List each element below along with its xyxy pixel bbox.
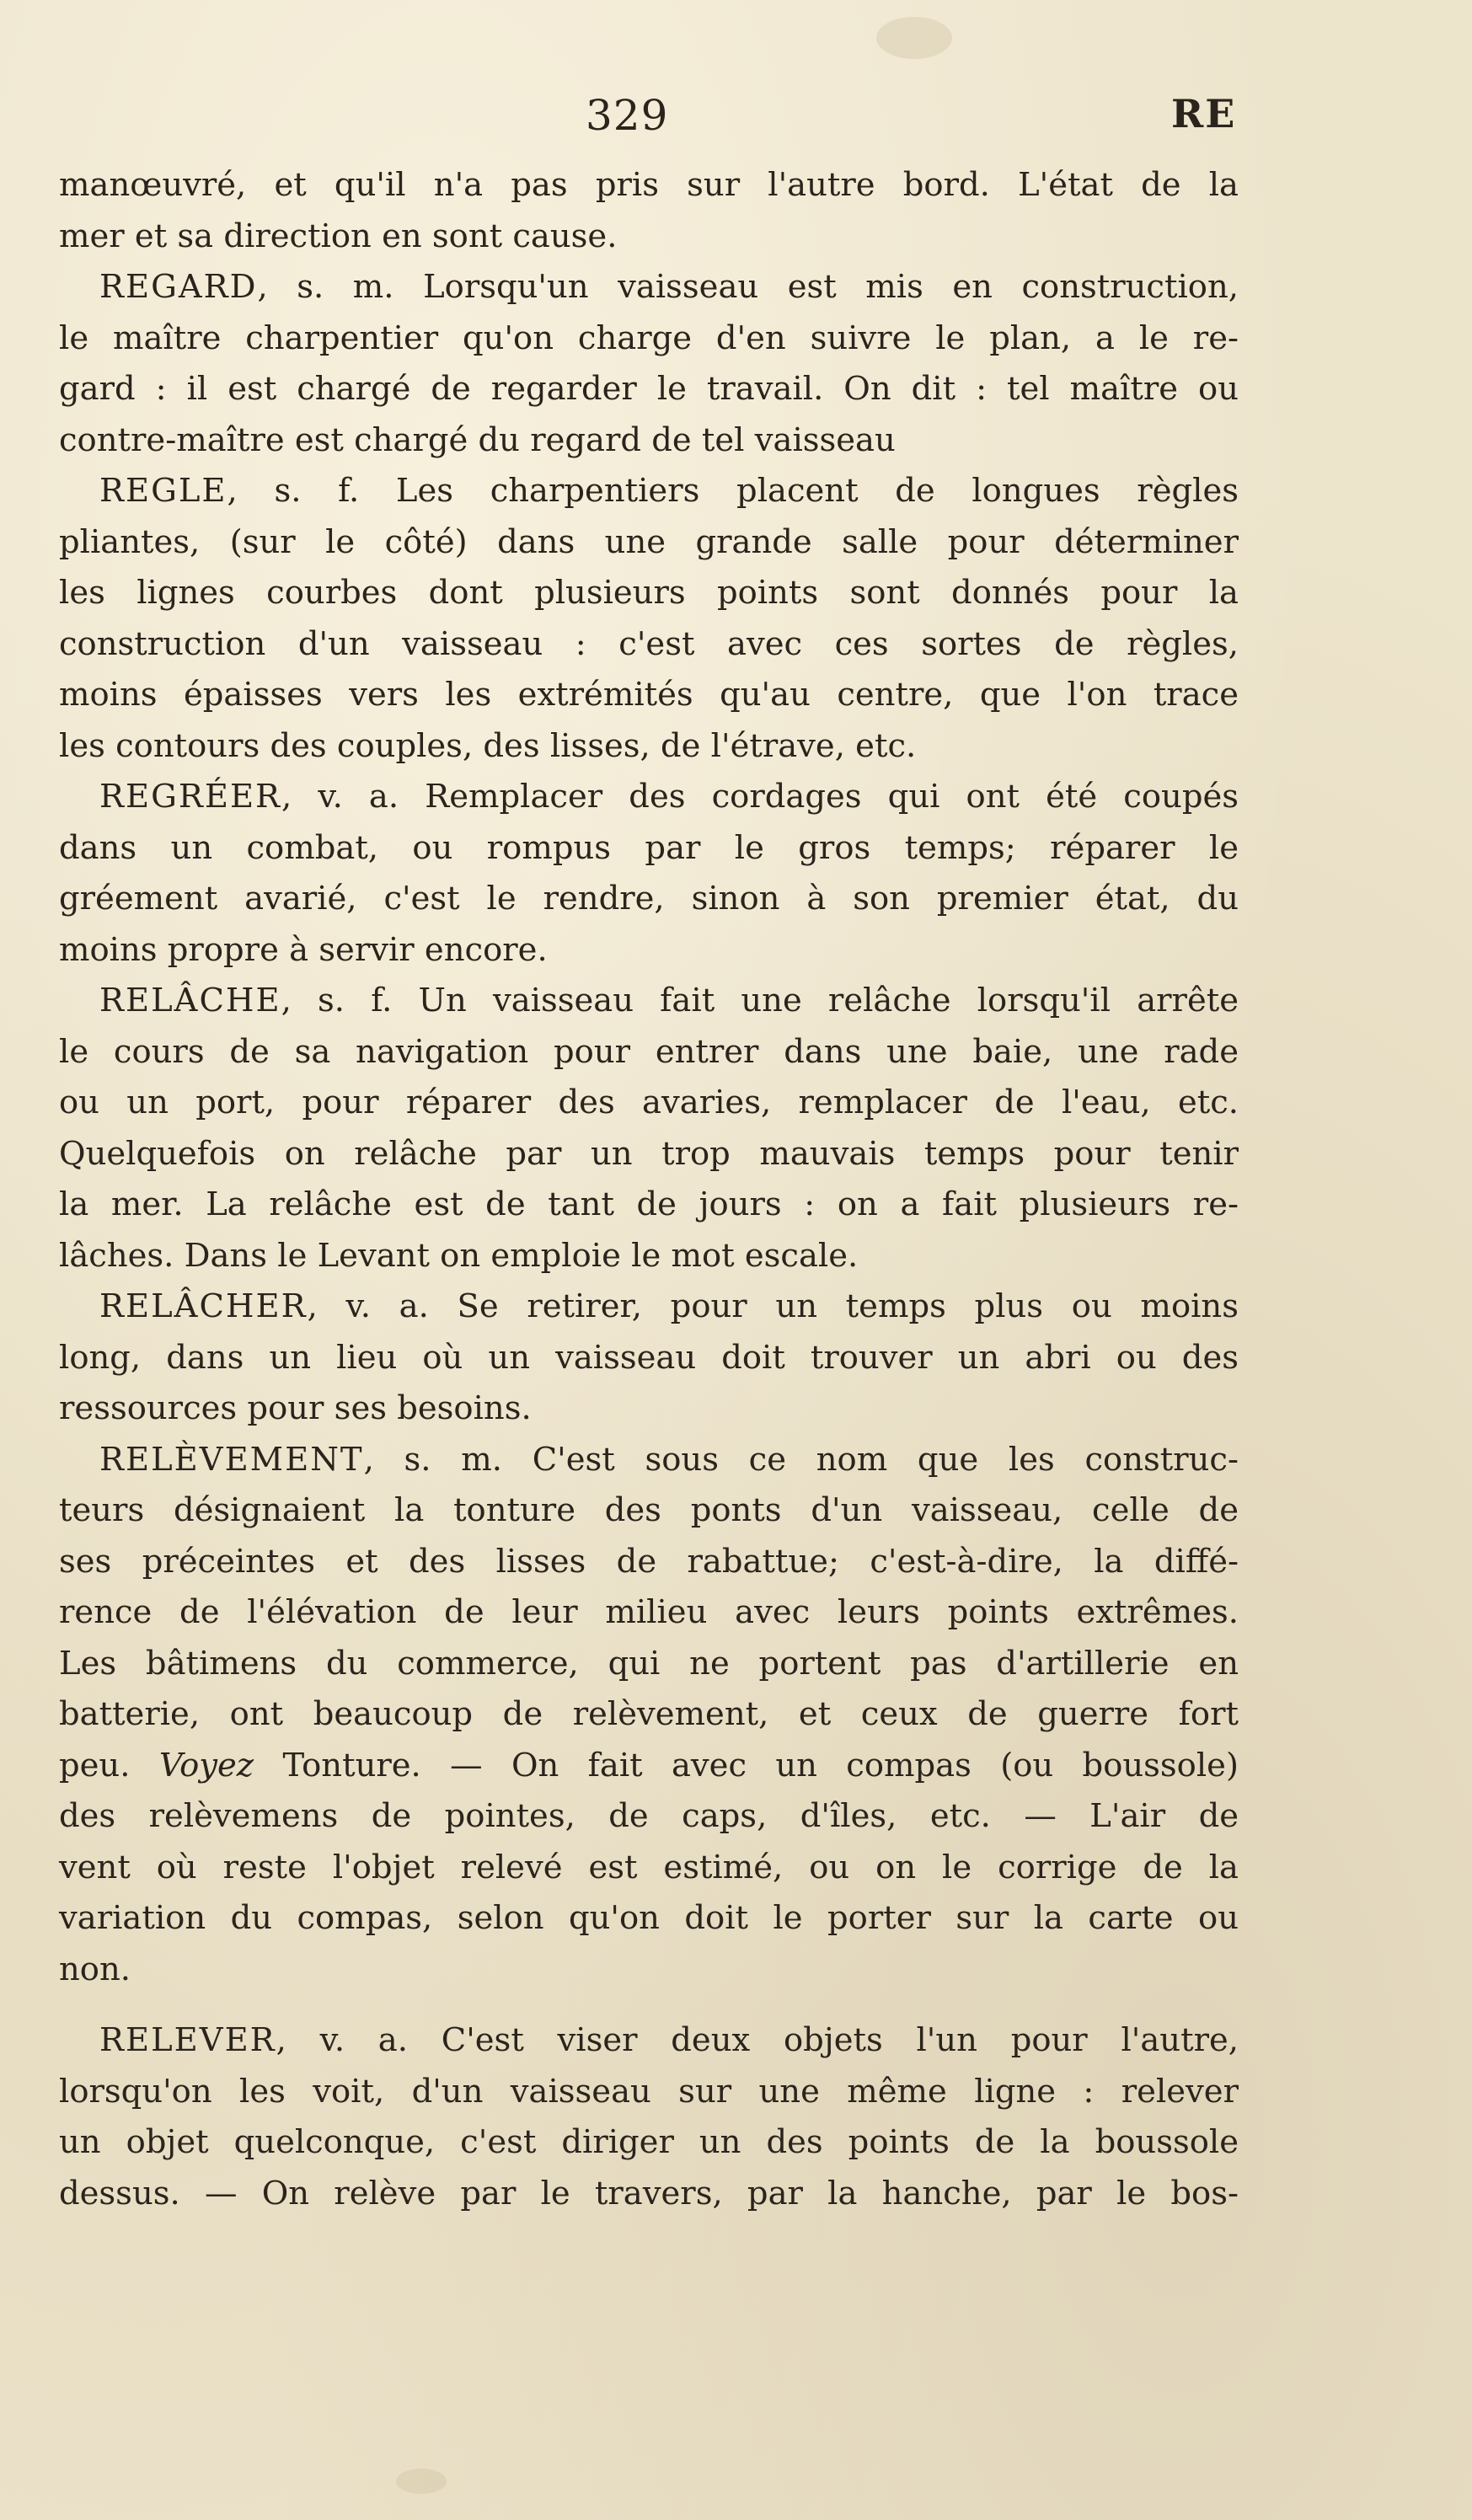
entry-headword-line bbox=[59, 976, 1239, 1027]
entry-headword: RELÂCHER bbox=[99, 1287, 308, 1325]
text-line bbox=[59, 874, 1239, 925]
text-line bbox=[59, 1791, 1239, 1843]
text-line bbox=[59, 1587, 1239, 1639]
text-line bbox=[59, 160, 1239, 211]
text-line bbox=[59, 1231, 1239, 1282]
line-text: contre-maître est chargé du regard de tel vaisseau bbox=[59, 420, 896, 459]
line-text: Les bâtimens du commerce, qui ne portent pas d'artillerie en bbox=[59, 1644, 1239, 1683]
text-line bbox=[59, 1129, 1239, 1180]
line-text: des relèvemens de pointes, de caps, d'îles, etc. — L'air de bbox=[59, 1797, 1239, 1835]
entry-headword-line bbox=[59, 1281, 1239, 1333]
line-text: , s. f. Les charpentiers placent de longues règles bbox=[227, 472, 1239, 510]
text-line bbox=[59, 364, 1239, 415]
running-head: RE bbox=[1171, 91, 1237, 136]
line-text: le cours de sa navigation pour entrer dans une baie, une rade bbox=[59, 1032, 1239, 1071]
entry-headword-line bbox=[59, 2015, 1239, 2067]
text-line bbox=[59, 619, 1239, 671]
line-text: long, dans un lieu où un vaisseau doit trouver un abri ou des bbox=[59, 1338, 1239, 1377]
line-text: ressources pour ses besoins. bbox=[59, 1389, 532, 1427]
text-line bbox=[59, 1741, 1239, 1792]
text-line bbox=[59, 211, 1239, 263]
text-line bbox=[59, 568, 1239, 619]
text-line bbox=[59, 1639, 1239, 1690]
line-text: manœuvré, et qu'il n'a pas pris sur l'autre bord. L'état de la bbox=[59, 166, 1239, 204]
line-text: pliantes, (sur le côté) dans une grande salle pour déterminer bbox=[59, 522, 1239, 561]
text-line bbox=[59, 1537, 1239, 1588]
line-text: , s. m. C'est sous ce nom que les construc- bbox=[363, 1440, 1239, 1479]
line-text: peu. bbox=[59, 1746, 131, 1784]
line-text: la mer. La relâche est de tant de jours : on a fait plusieurs re- bbox=[59, 1185, 1239, 1223]
entry-headword-line bbox=[59, 262, 1239, 313]
entry-headword-line bbox=[59, 466, 1239, 517]
line-text: construction d'un vaisseau : c'est avec ces sortes de règles, bbox=[59, 624, 1239, 663]
text-line bbox=[59, 1078, 1239, 1129]
line-text: non. bbox=[59, 1950, 131, 1988]
line-text-continued: Tonture. — On fait avec un compas (ou boussole) bbox=[282, 1746, 1239, 1784]
line-text: ou un port, pour réparer des avaries, remplacer de l'eau, etc. bbox=[59, 1083, 1239, 1121]
text-line bbox=[59, 313, 1239, 365]
entry-headword: RELÂCHE bbox=[99, 982, 281, 1019]
paper-stain bbox=[396, 2469, 447, 2494]
text-line bbox=[59, 670, 1239, 721]
line-text: dans un combat, ou rompus par le gros temps; réparer le bbox=[59, 828, 1239, 867]
cross-reference-italic: Voyez bbox=[158, 1746, 254, 1784]
line-text: moins épaisses vers les extrémités qu'au centre, que l'on trace bbox=[59, 676, 1239, 714]
paper-stain bbox=[876, 17, 952, 59]
line-text: , v. a. Remplacer des cordages qui ont été coupés bbox=[281, 778, 1239, 816]
text-line bbox=[59, 2067, 1239, 2118]
line-text: batterie, ont beaucoup de relèvement, et ceux de guerre fort bbox=[59, 1695, 1239, 1733]
line-text: les contours des couples, des lisses, de l'étrave, etc. bbox=[59, 726, 917, 765]
line-text: , v. a. C'est viser deux objets l'un pour l'autre, bbox=[276, 2021, 1239, 2059]
text-line bbox=[59, 1027, 1239, 1078]
entry-headword: REGARD bbox=[99, 268, 258, 306]
text-line bbox=[59, 415, 1239, 467]
text-line bbox=[59, 721, 1239, 773]
text-line bbox=[59, 1893, 1239, 1945]
entry-headword: REGRÉER bbox=[99, 778, 282, 816]
entry-headword-line bbox=[59, 772, 1239, 823]
text-line bbox=[59, 2117, 1239, 2169]
text-line bbox=[59, 1180, 1239, 1231]
text-line bbox=[59, 517, 1239, 569]
page-header bbox=[59, 91, 1239, 150]
page-number: 329 bbox=[586, 91, 669, 140]
text-line bbox=[59, 1333, 1239, 1384]
line-text: lorsqu'on les voit, d'un vaisseau sur une même ligne : relever bbox=[59, 2072, 1239, 2111]
line-text: gard : il est chargé de regarder le travail. On dit : tel maître ou bbox=[59, 370, 1239, 408]
line-text: , s. m. Lorsqu'un vaisseau est mis en construction, bbox=[257, 268, 1239, 306]
line-text: dessus. — On relève par le travers, par la hanche, par le bos- bbox=[59, 2174, 1239, 2212]
line-text: variation du compas, selon qu'on doit le porter sur la carte ou bbox=[59, 1899, 1239, 1937]
line-text: lâches. Dans le Levant on emploie le mot escale. bbox=[59, 1236, 859, 1275]
line-text: les lignes courbes dont plusieurs points sont donnés pour la bbox=[59, 574, 1239, 612]
line-text: ses préceintes et des lisses de rabattue; c'est-à-dire, la diffé- bbox=[59, 1542, 1239, 1581]
text-line bbox=[59, 1383, 1239, 1435]
entry-headword: RELÈVEMENT bbox=[99, 1440, 364, 1479]
text-line bbox=[59, 1485, 1239, 1537]
text-line bbox=[59, 1843, 1239, 1894]
text-line bbox=[59, 1945, 1239, 1996]
line-text: , v. a. Se retirer, pour un temps plus ou moins bbox=[307, 1287, 1239, 1325]
text-line bbox=[59, 1689, 1239, 1741]
line-text: un objet quelconque, c'est diriger un des points de la boussole bbox=[59, 2123, 1239, 2161]
line-text: le maître charpentier qu'on charge d'en suivre le plan, a le re- bbox=[59, 318, 1239, 357]
line-text: , s. f. Un vaisseau fait une relâche lorsqu'il arrête bbox=[281, 982, 1239, 1019]
text-line bbox=[59, 925, 1239, 976]
line-text: mer et sa direction en sont cause. bbox=[59, 217, 618, 255]
dictionary-text bbox=[59, 160, 1239, 2219]
line-text: rence de l'élévation de leur milieu avec leurs points extrêmes. bbox=[59, 1593, 1239, 1631]
line-text: moins propre à servir encore. bbox=[59, 930, 548, 969]
line-text: Quelquefois on relâche par un trop mauvais temps pour tenir bbox=[59, 1134, 1239, 1173]
entry-headword: REGLE bbox=[99, 472, 227, 510]
entry-headword-line bbox=[59, 1435, 1239, 1486]
text-line bbox=[59, 2169, 1239, 2220]
line-text: vent où reste l'objet relevé est estimé, ou on le corrige de la bbox=[59, 1848, 1239, 1886]
entry-headword: RELEVER bbox=[99, 2021, 276, 2059]
text-line bbox=[59, 823, 1239, 875]
line-text: gréement avarié, c'est le rendre, sinon à son premier état, du bbox=[59, 880, 1239, 918]
line-text: teurs désignaient la tonture des ponts d'un vaisseau, celle de bbox=[59, 1491, 1239, 1529]
